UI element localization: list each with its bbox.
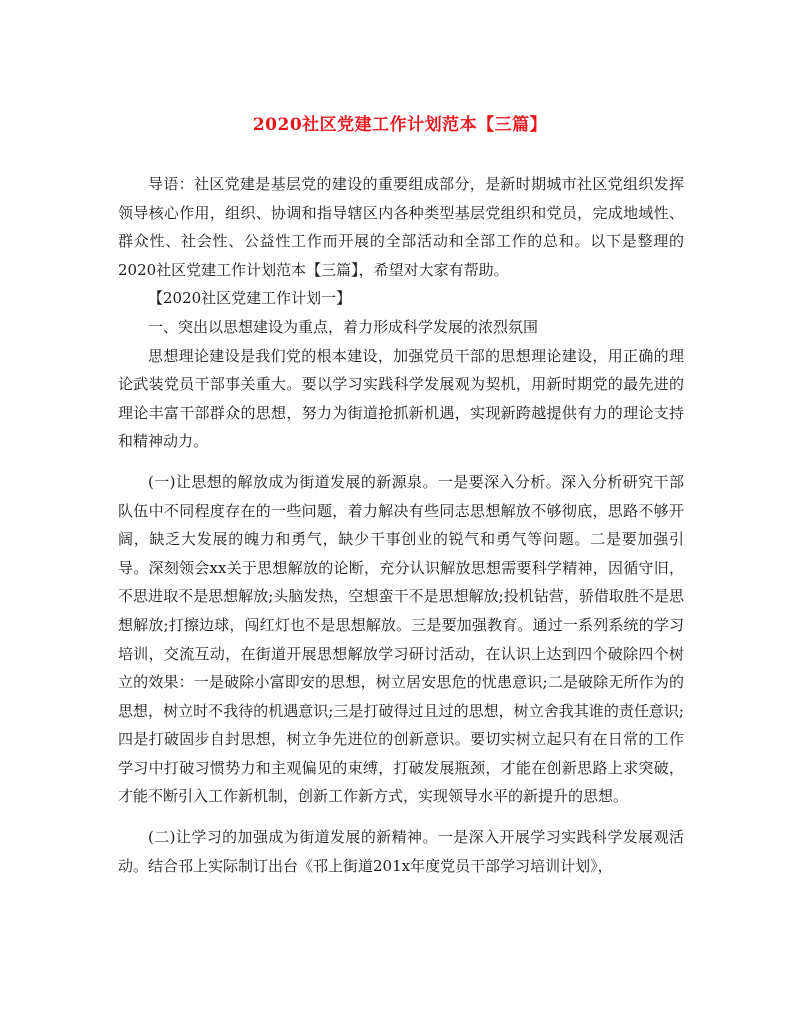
paragraph-theory: 思想理论建设是我们党的根本建设，加强党员干部的思想理论建设，用正确的理论武装党员干部事关重大。要以学习实践科学发展观为契机，用新时期党的最先进的理论丰富干部群众的思想，努力为街道抢抓新机遇，实现新跨越提供有力的理论支持和精神动力。	[118, 346, 684, 451]
paragraph-section-one-heading: 一、突出以思想建设为重点，着力形成科学发展的浓烈氛围	[148, 317, 539, 336]
document-title: 2020社区党建工作计划范本【三篇】	[252, 115, 548, 135]
paragraph-intro: 导语：社区党建是基层党的建设的重要组成部分，是新时期城市社区党组织发挥领导核心作用，组织、协调和指导辖区内各种类型基层党组织和党员，完成地域性、群众性、社会性、公益性工作而开展的全部活动和全部工作的总和。以下是整理的2020社区党建工作计划范本【三篇】，希望对大家有帮助。	[118, 175, 684, 279]
paragraph-subsection-two: (二)让学习的加强成为街道发展的新精神。一是深入开展学习实践科学发展观活动。结合邗上实际制订出台《邗上街道201x年度党员干部学习培训计划》，	[118, 828, 684, 875]
paragraph-subsection-one: (一)让思想的解放成为街道发展的新源泉。一是要深入分析。深入分析研究干部队伍中不同程度存在的一些问题，着力解决有些同志思想解放不够彻底，思路不够开阔，缺乏大发展的魄力和勇气，缺少干事创业的锐气和勇气等问题。二是要加强引导。深刻领会xx关于思想解放的论断，充分认识解放思想需要科学精神，因循守旧，不思进取不是思想解放;头脑发热，空想蛮干不是思想解放;投机钻营，骄借取胜不是思想解放;打擦边球，闯红灯也不是思想解放。三是要加强教育。通过一系列系统的学习培训，交流互动，在街道开展思想解放学习研讨活动，在认识上达到四个破除四个树立的效果：一是破除小富即安的思想，树立居安思危的忧患意识;二是破除无所作为的思想，树立时不我待的机遇意识;三是打破得过且过的思想，树立舍我其谁的责任意识;四是打破固步自封思想，树立争先进位的创新意识。要切实树立起只有在日常的工作学习中打破习惯势力和主观偏见的束缚，打破发展瓶颈，才能在创新思路上求突破，才能不断引入工作新机制，创新工作新方式，实现领导水平的新提升的思想。	[118, 472, 684, 806]
document-body	[118, 170, 684, 880]
paragraph-plan-one-heading: 【2020社区党建工作计划一】	[148, 289, 352, 308]
